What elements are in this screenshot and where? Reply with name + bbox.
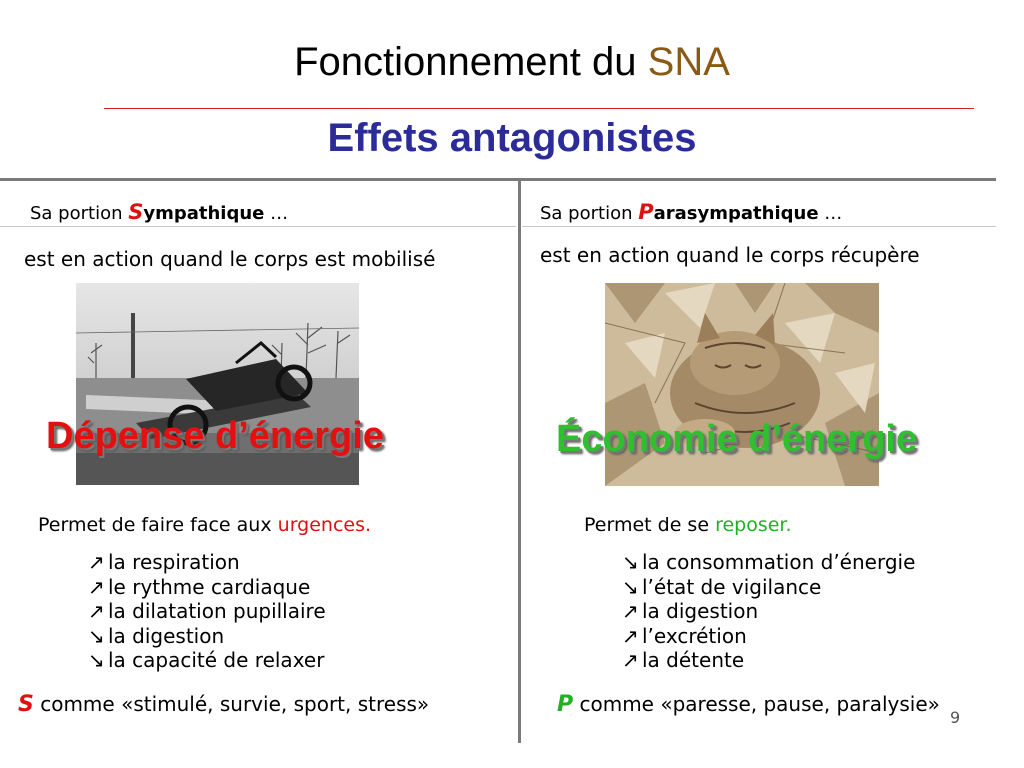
left-motto-initial: S xyxy=(18,692,34,717)
right-action-line: est en action quand le corps récupère xyxy=(540,243,920,267)
right-motto-initial: P xyxy=(557,692,574,717)
arrow-icon: ↗ xyxy=(622,623,639,648)
list-item: ↘ la capacité de relaxer xyxy=(88,648,325,673)
list-item: ↘ la consommation d’énergie xyxy=(622,550,916,574)
list-item: ↗ la détente xyxy=(622,648,745,673)
list-item: ↗ la digestion xyxy=(622,599,759,624)
arrow-icon: ↗ xyxy=(622,599,639,624)
right-motto-text: comme «paresse, pause, paralysie» xyxy=(579,692,940,716)
right-permet-prefix: Permet de se xyxy=(584,514,710,536)
right-header-suffix: … xyxy=(824,203,843,224)
table-top-rule xyxy=(0,178,996,181)
left-header-suffix: … xyxy=(270,203,289,224)
slide-title xyxy=(0,40,1024,85)
arrow-icon: ↘ xyxy=(622,550,639,574)
list-item: ↗ le rythme cardiaque xyxy=(88,574,311,599)
right-header-rest: arasympathique xyxy=(653,203,819,224)
right-permet-accent: reposer. xyxy=(715,514,792,536)
right-effects-list xyxy=(622,550,915,673)
left-permet-prefix: Permet de faire face aux xyxy=(38,514,272,536)
left-motto-text: comme «stimulé, survie, sport, stress» xyxy=(40,692,430,716)
title-underline xyxy=(104,108,974,109)
right-header xyxy=(540,200,842,224)
slide-title-accent: SNA xyxy=(647,40,730,84)
arrow-icon: ↗ xyxy=(622,648,639,673)
right-motto xyxy=(557,692,940,717)
page-number: 9 xyxy=(950,708,961,727)
arrow-icon: ↘ xyxy=(88,623,105,648)
list-item: ↗ la respiration xyxy=(88,550,240,574)
arrow-icon: ↘ xyxy=(88,648,105,673)
right-permet xyxy=(584,514,792,536)
left-permet xyxy=(38,514,371,536)
left-header-rule xyxy=(0,226,516,227)
left-header-prefix: Sa portion xyxy=(30,203,123,224)
slide-title-main: Fonctionnement du xyxy=(294,40,637,84)
left-header-rest: ympathique xyxy=(143,203,265,224)
left-motto xyxy=(18,692,429,717)
energy-expense-heading: Dépense d’énergie xyxy=(46,415,384,457)
arrow-icon: ↗ xyxy=(88,550,105,574)
arrow-icon: ↗ xyxy=(88,574,105,599)
left-header-initial: S xyxy=(128,200,144,224)
left-permet-accent: urgences. xyxy=(277,514,372,536)
arrow-icon: ↘ xyxy=(622,574,639,599)
slide-subtitle: Effets antagonistes xyxy=(327,116,697,160)
list-item: ↘ l’état de vigilance xyxy=(622,574,822,599)
list-item: ↘ la digestion xyxy=(88,623,225,648)
left-effects-list xyxy=(88,550,326,673)
energy-saving-heading: Économie d’énergie xyxy=(556,418,918,460)
arrow-icon: ↗ xyxy=(88,599,105,624)
right-header-prefix: Sa portion xyxy=(540,203,633,224)
right-header-rule xyxy=(522,226,996,227)
left-header xyxy=(30,200,288,224)
right-header-initial: P xyxy=(638,200,654,224)
list-item: ↗ la dilatation pupillaire xyxy=(88,599,326,624)
left-action-line: est en action quand le corps est mobilisé xyxy=(24,247,436,271)
list-item: ↗ l’excrétion xyxy=(622,623,747,648)
column-divider xyxy=(518,181,521,743)
